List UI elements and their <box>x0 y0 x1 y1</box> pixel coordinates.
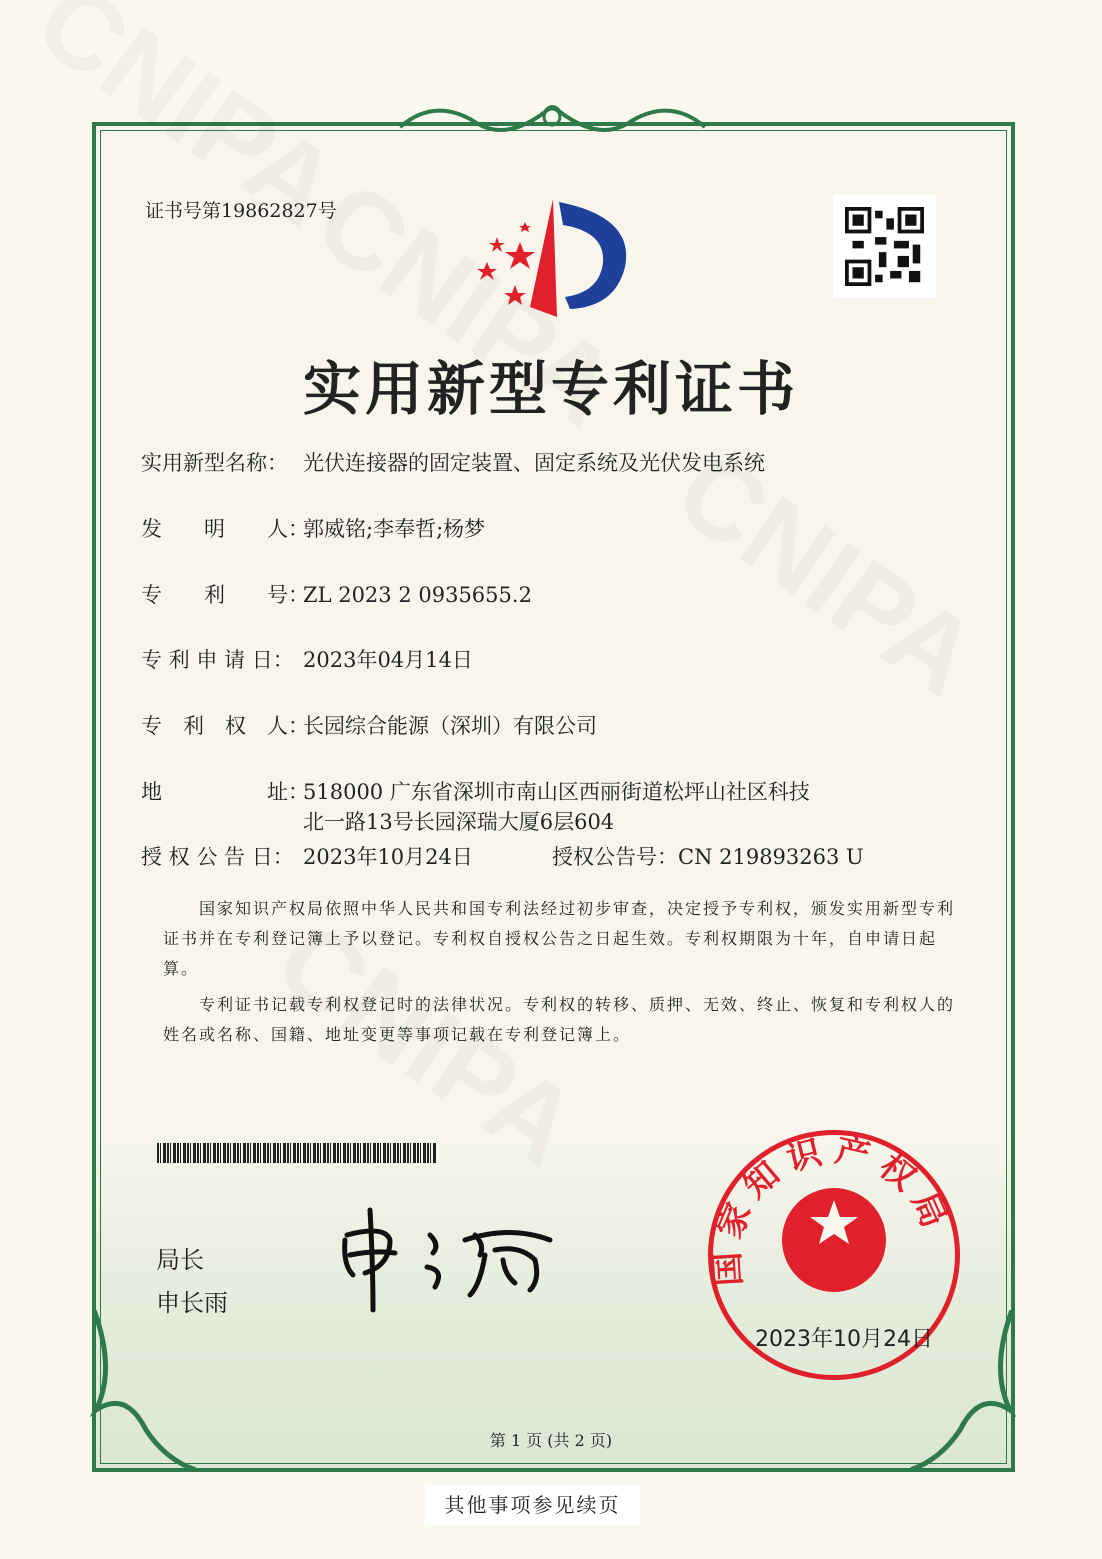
field-patent-number: 专 利 号：ZL 2023 2 0935655.2 <box>141 583 532 607</box>
field-publication-number: 授权公告号：CN 219893263 U <box>552 845 864 869</box>
legal-paragraph: 专利证书记载专利权登记时的法律状况。专利权的转移、质押、无效、终止、恢复和专利权人的姓名或名称、国籍、地址变更等事项记载在专利登记簿上。 <box>163 995 956 1044</box>
certificate-number: 证书号第19862827号 <box>145 200 337 222</box>
seal-date: 2023年10月24日 <box>755 1327 933 1352</box>
cnipa-logo <box>475 197 635 319</box>
continued-notice: 其他事项参见续页 <box>425 1485 640 1525</box>
field-grant-date: 授 权 公 告 日： 2023年10月24日 <box>141 845 473 869</box>
barcode <box>157 1143 437 1163</box>
field-address: 地 址：518000 广东省深圳市南山区西丽街道松坪山社区科技 北一路13号长园深瑞大厦6层604 <box>141 780 810 834</box>
field-patentee: 专 利 权 人：长园综合能源（深圳）有限公司 <box>141 714 597 738</box>
page-indicator: 第 1 页 (共 2 页) <box>489 1431 613 1450</box>
field-application-date: 专 利 申 请 日： 2023年04月14日 <box>141 648 473 672</box>
director-signature <box>335 1205 570 1315</box>
svg-text:国家知识产权局: 家知识产权局 <box>713 1135 955 1245</box>
director-title: 局长 <box>156 1246 204 1274</box>
certificate-title: 实用新型专利证书 <box>302 355 799 423</box>
field-utility-model-name: 实用新型名称： 光伏连接器的固定装置、固定系统及光伏发电系统 <box>141 451 765 475</box>
field-inventors: 发 明 人：郭威铭;李奉哲;杨梦 <box>141 517 486 541</box>
director-name: 申长雨 <box>156 1289 228 1317</box>
legal-paragraph: 国家知识产权局依照中华人民共和国专利法经过初步审查，决定授予专利权，颁发实用新型专利证书并在专利登记簿上予以登记。专利权自授权公告之日起生效。专利权期限为十年，自申请日起算。 <box>163 899 956 978</box>
qr-code[interactable] <box>833 195 936 298</box>
ornament-top <box>395 92 710 147</box>
